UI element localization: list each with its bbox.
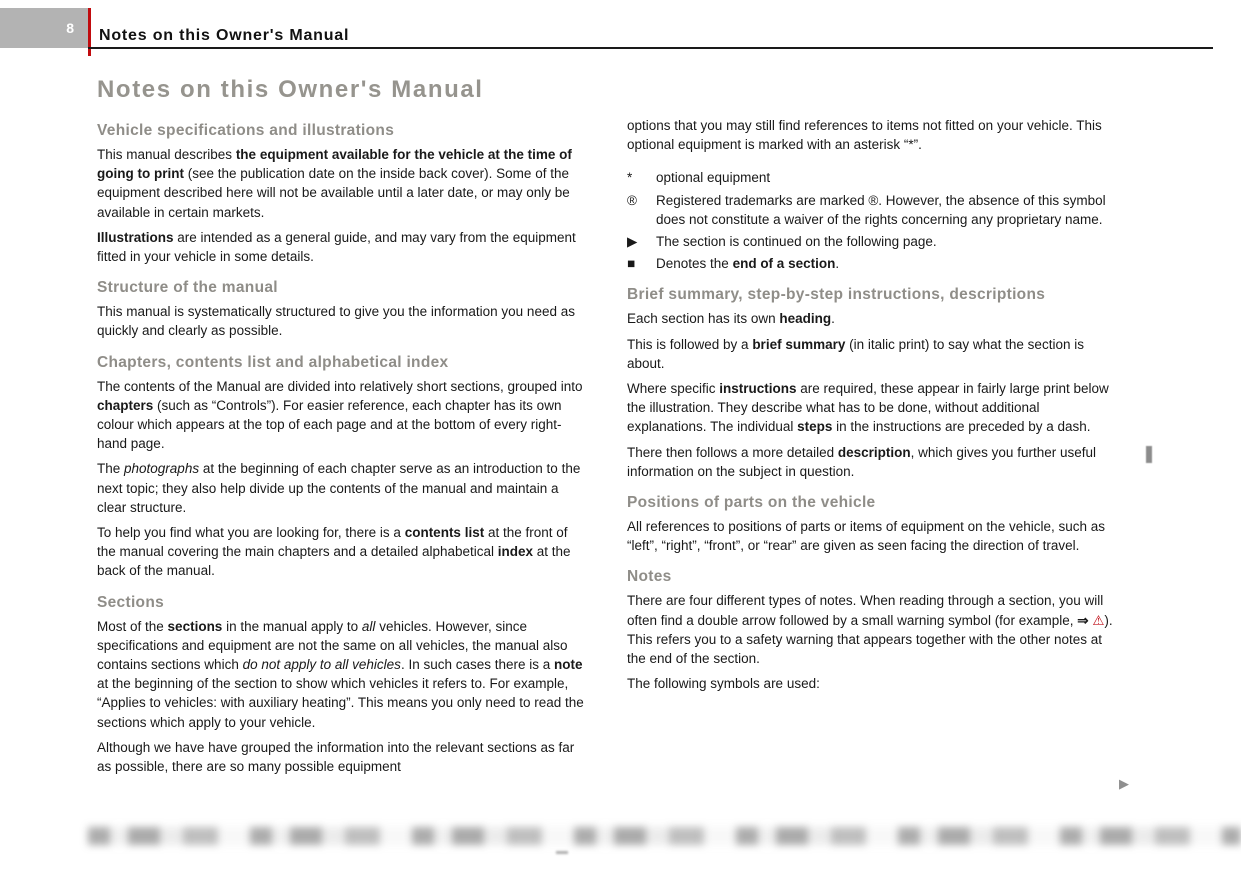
warning-triangle-icon: ⚠ [1092,612,1105,628]
arrow-right-icon: ▶ [627,234,638,250]
header-title: Notes on this Owner's Manual [99,27,350,44]
heading-vehicle-specifications: Vehicle specifications and illustrations [97,122,395,139]
para-equipment-at-print: This manual describes the equipment available for the vehicle at the time of going to print (see the publication date on the inside back cover). Some of the equipment described here will not be available until a later date, or may only be available in certain markets. [97,147,572,220]
para-symbols-used: The following symbols are used: [627,676,820,692]
symbol-item-asterisk [627,168,1117,187]
para-optional-equipment: options that you may still find references to items not fitted on your vehicle. This optional equipment is marked with an asterisk “*”. [627,118,1102,153]
para-note-types: There are four different types of notes. When reading through a section, you will often find a double arrow followed by a small warning symbol (for example, ⇒ ⚠). This refers you to a safety warning that appears together with the other notes at the end of the section. [627,593,1113,667]
symbol-item-end-of-section [627,254,1117,273]
right-column [627,116,1117,699]
continuation-arrow-icon: ▶ [1119,776,1129,791]
symbol-description: optional equipment [656,170,771,186]
para-illustrations: Illustrations are intended as a general guide, and may vary from the equipment fitted in your vehicle in some details. [97,229,576,265]
scan-artifact-mark [1146,446,1152,463]
heading-positions-of-parts: Positions of parts on the vehicle [627,494,876,512]
left-column [97,76,586,782]
para-positions: All references to positions of parts or items of equipment on the vehicle, such as “left”, “right”, “front”, or “rear” are given as seen facing the direction of travel. [627,519,1105,554]
para-chapters: The contents of the Manual are divided into relatively short sections, grouped into chapters (such as “Controls”). For easier reference, each chapter has its own colour which appears at the top of each page and at the bottom of every right-hand page. [97,378,583,452]
para-structure: This manual is systematically structured to give you the information you need as quickly and clearly as possible. [97,304,575,339]
registered-trademark-icon: ® [627,192,637,208]
para-description: There then follows a more detailed description, which gives you further useful information on the subject in question. [627,444,1096,479]
scan-artifact-dot [556,851,568,854]
scan-blur-band [88,827,1241,845]
para-contents-list: To help you find what you are looking for, there is a contents list at the front of the manual covering the main chapters and a detailed alphabetical index at the back of the manual. [97,525,571,579]
heading-structure-of-manual: Structure of the manual [97,279,278,297]
symbol-description: Denotes the end of a section. [656,256,840,272]
para-photographs: The photographs at the beginning of each chapter serve as an introduction to the next topic; they also help divide up the contents of the manual and maintain a clear structure. [97,461,581,515]
para-sections-grouped: Although we have have grouped the information into the relevant sections as far as possible, there are so many possible equipment [97,739,575,775]
symbol-item-registered-trademark [627,191,1117,229]
para-sections-apply: Most of the sections in the manual apply to all vehicles. However, since specifications and equipment are not the same on all vehicles, the manual also contains sections which do not apply to all vehicles. In such cases there is a note at the beginning of the section to show which vehicles it refers to. For example, “Applies to vehicles: with auxiliary heating”. This means you only need to read the sections which apply to your vehicle. [97,618,584,730]
symbol-legend [627,168,1117,273]
page-number-box [0,8,88,48]
page-number: 8 [66,20,74,36]
page-title: Notes on this Owner's Manual [97,76,484,103]
heading-sections: Sections [97,593,165,611]
asterisk-icon: * [627,170,633,186]
para-heading-note: Each section has its own heading. [627,311,835,327]
heading-notes: Notes [627,568,672,586]
black-square-icon: ■ [627,256,636,272]
para-brief-summary: This is followed by a brief summary (in italic print) to say what the section is about. [627,336,1084,371]
reference-arrow-icon: ⇒ [1077,612,1089,628]
symbol-item-section-continued [627,232,1117,251]
header-rule [88,47,1213,49]
symbol-description: Registered trademarks are marked ®. However, the absence of this symbol does not constitute a waiver of the rights concerning any proprietary name. [656,192,1106,227]
symbol-description: The section is continued on the following page. [656,234,937,250]
heading-brief-summary: Brief summary, step-by-step instructions, descriptions [627,286,1046,304]
para-instructions: Where specific instructions are required, these appear in fairly large print below the illustration. They describe what has to be done, without additional explanations. The individual steps in the instructions are preceded by a dash. [627,381,1109,435]
heading-chapters-contents-index: Chapters, contents list and alphabetical index [97,353,449,371]
